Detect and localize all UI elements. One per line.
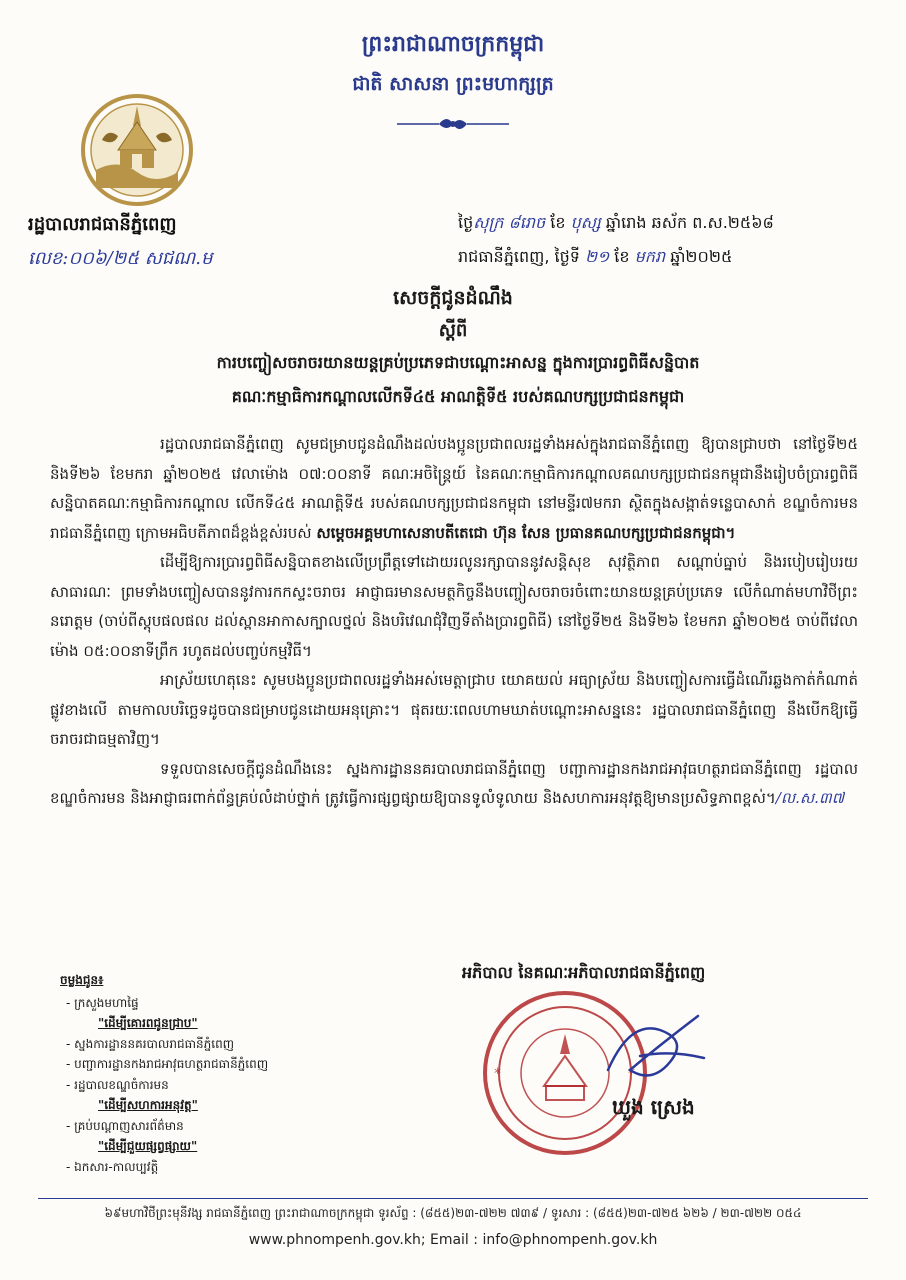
signatory-name: ឃួង ស្រេង (612, 1095, 695, 1119)
cc-item: - ក្រសួងមហាផ្ទៃ (66, 995, 139, 1010)
civil-date-day: ២១ (584, 247, 610, 266)
reference-number: លេខ:០០៦/២៥ សជណ.ម (28, 248, 213, 269)
lunar-date-day: សុក្រ ៨រោច (473, 213, 546, 232)
body-paragraph-4 (50, 755, 858, 814)
subject-line-1: ការបញ្ចៀសចរាចរយានយន្តគ្រប់ប្រភេទជាបណ្តោះអាសន្ន ក្នុងការប្រារព្ធពិធីសន្និបាត (216, 353, 700, 372)
cc-item: - ឯកសារ-កាលប្បវត្តិ (66, 1159, 159, 1174)
carbon-copy-list (60, 970, 268, 1177)
footer-web-email: www.phnompenh.gov.kh; Email : info@phnompenh.gov.kh (248, 1232, 658, 1248)
cc-title: ចម្លងជូន៖ (60, 973, 104, 987)
cc-item: - គ្រប់បណ្តាញសារព័ត៌មាន (66, 1118, 184, 1133)
civil-date (458, 246, 732, 270)
body-paragraph-3: អាស្រ័យហេតុនេះ សូមបងប្អូនប្រជាពលរដ្ឋទាំងអស់មេត្តាជ្រាប យោគយល់ អធ្យាស្រ័យ និងបញ្ចៀសការធ្វើដំណើរឆ្លងកាត់កំណាត់ផ្លូវខាងលើ តាមកាលបរិច្ឆេទដូចបានជម្រាបជូនដោយអនុគ្រោះ។ ផុតរយៈពេលហាមឃាត់បណ្តោះអាសន្ននេះ រដ្ឋបាលរាជធានីភ្នំពេញ នឹងបើកឱ្យធ្វើចរាចរជាធម្មតាវិញ។ (50, 671, 858, 748)
subject-line-2: គណៈកម្មាធិការកណ្តាលលើកទី៤៥ អាណត្តិទី៥ របស់គណបក្សប្រជាជនកម្ពុជា (231, 387, 685, 406)
cc-purpose: "ដើម្បីជួយផ្សព្វផ្សាយ" (98, 1139, 198, 1153)
lunar-date-prefix: ថ្ងៃ (458, 213, 474, 232)
ornament-divider-icon (395, 112, 511, 136)
notice-subject (70, 346, 846, 414)
paragraph-1-text: រដ្ឋបាលរាជធានីភ្នំពេញ សូមជម្រាបជូនដំណឹងដល់បងប្អូនប្រជាពលរដ្ឋទាំងអស់ក្នុងរាជធានីភ្នំពេញ ឱ្យបានជ្រាបថា នៅថ្ងៃទី២៥ និងទី២៦ ខែមករា ឆ្នាំ២០២៥ វេលាម៉ោង ០៧:០០នាទី គណៈអចិន្ត្រៃយ៍ នៃគណៈកម្មាធិការកណ្តាលគណបក្សប្រជាជនកម្ពុជានឹងរៀបចំប្រារព្ធពិធីសន្និបាតគណៈកម្មាធិការកណ្តាល លើកទី៤៥ អាណត្តិទី៥ របស់គណបក្សប្រជាជនកម្ពុជា នៅមន្ទីរ៧មករា ស្ថិតក្នុងសង្កាត់ទន្លេបាសាក់ ខណ្ឌចំការមន រាជធានីភ្នំពេញ ក្រោមអធិបតីភាពដ៏ខ្ពង់ខ្ពស់របស់ (50, 435, 858, 542)
notice-about: ស្តីពី (438, 320, 468, 341)
cc-item: - ស្នងការដ្ឋាននគរបាលរាជធានីភ្នំពេញ (66, 1036, 235, 1051)
phnom-penh-emblem-icon (78, 92, 196, 208)
issuing-authority: រដ្ឋបាលរាជធានីភ្នំពេញ (28, 214, 177, 235)
svg-text:*: * (628, 1066, 635, 1082)
lunar-month: បុស្ស (570, 213, 601, 232)
paragraph-1-bold: សម្តេចអគ្គមហាសេនាបតីតេជោ ហ៊ុន សែន ប្រធានគណបក្សប្រជាជនកម្ពុជា។ (316, 523, 736, 542)
lunar-date-rest: ឆ្នាំរោង ឆស័ក ព.ស.២៥៦៨ (605, 213, 774, 232)
cc-purpose: "ដើម្បីគោរពជូនជ្រាប" (98, 1016, 198, 1030)
body-paragraph-1 (50, 430, 858, 548)
footer-divider (38, 1198, 868, 1199)
lunar-date (458, 212, 774, 236)
cc-item: - រដ្ឋបាលខណ្ឌចំការមន (66, 1077, 169, 1092)
body-paragraph-2: ដើម្បីឱ្យការប្រារព្ធពិធីសន្និបាតខាងលើប្រព្រឹត្តទៅដោយរលូនរក្សាបាននូវសន្តិសុខ សុវត្ថិភាព សណ្តាប់ធ្នាប់ និងរបៀបរៀបរយសាធារណៈ ព្រមទាំងបញ្ចៀសបាននូវការកកស្ទះចរាចរ អាជ្ញាធរមានសមត្ថកិច្ចនឹងបញ្ចៀសចរាចរចំពោះយានយន្តគ្រប់ប្រភេទ លើកំណាត់មហាវិថីព្រះនរោត្តម (ចាប់ពីស្តុបផលផល ដល់ស្ពានអាកាសក្បាលថ្នល់ និងបរិវេណជុំវិញទីតាំងប្រារព្ធពិធី) នៅថ្ងៃទី២៥ និងទី២៦ ខែមករា ឆ្នាំ២០២៥ ចាប់ពីវេលាម៉ោង ០៥:០០នាទីព្រឹក រហូតដល់បញ្ចប់កម្មវិធី។ (50, 553, 858, 660)
paragraph-4-handwritten: /ល.ស.៣៧ (775, 789, 845, 807)
signatory-title: អភិបាល នៃគណៈអភិបាលរាជធានីភ្នំពេញ (462, 963, 706, 982)
paragraph-4-text: ទទួលបានសេចក្តីជូនដំណឹងនេះ ស្នងការដ្ឋាននគរបាលរាជធានីភ្នំពេញ បញ្ជាការដ្ឋានកងរាជអាវុធហត្ថរាជធានីភ្នំពេញ រដ្ឋបាលខណ្ឌចំការមន និងអាជ្ញាធរពាក់ព័ន្ធគ្រប់លំដាប់ថ្នាក់ ត្រូវធ្វើការផ្សព្វផ្សាយឱ្យបានទូលំទូលាយ និងសហការអនុវត្តឱ្យមានប្រសិទ្ធភាពខ្ពស់។ (50, 759, 858, 807)
civil-year: ឆ្នាំ២០២៥ (670, 247, 733, 266)
kingdom-title: ព្រះរាជាណាចក្រកម្ពុជា (361, 32, 545, 57)
footer-address: ៦៩មហាវិថីព្រះមុនីវង្ស រាជធានីភ្នំពេញ ព្រះរាជាណាចក្រកម្ពុជា ទូរស័ព្ទ : (៨៥៥)២៣-៧២២ ៧៣៩ / ទូរសារ : (៨៥៥)២៣-៧២៥ ៦២៦ / ២៣-៧២២ ០៥៤ (104, 1206, 802, 1220)
civil-date-prefix: រាជធានីភ្នំពេញ, ថ្ងៃទី (458, 247, 580, 266)
lunar-month-label: ខែ (550, 213, 566, 232)
civil-month-label: ខែ (614, 247, 630, 266)
civil-month: មករា (634, 247, 666, 266)
cc-item: - បញ្ជាការដ្ឋានកងរាជអាវុធហត្ថរាជធានីភ្នំពេញ (66, 1057, 269, 1071)
svg-text:*: * (494, 1066, 501, 1082)
national-motto: ជាតិ សាសនា ព្រះមហាក្សត្រ (352, 73, 554, 95)
notice-title: សេចក្តីជូនដំណឹង (393, 287, 513, 309)
notice-body (50, 430, 858, 814)
handwritten-signature-icon (600, 1000, 710, 1090)
cc-purpose: "ដើម្បីសហការអនុវត្ត" (98, 1098, 198, 1112)
